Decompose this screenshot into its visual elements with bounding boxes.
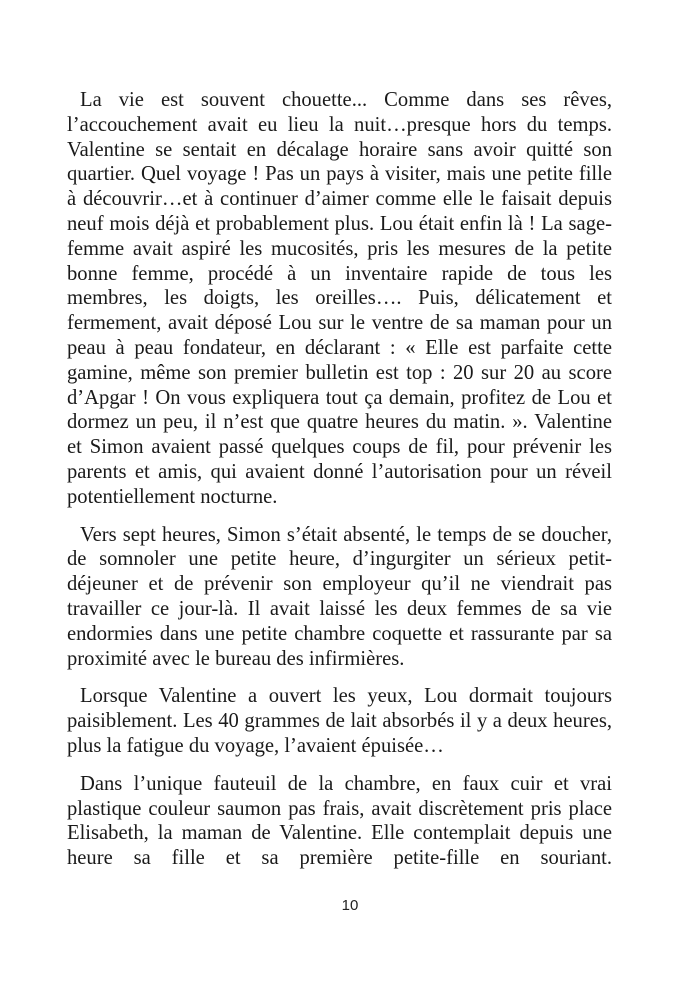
page-number: 10 [341,897,359,914]
paragraph-birth: La vie est souvent chouette... Comme dans ses rêves, l’accouchement avait eu lieu la nuit…presque hors du temps. Valentine se sentait en décalage horaire sans avoir quitté son quartier. Quel voyage ! Pas un pays à visiter, mais une petite fille à découvrir…et à continuer d’aimer comme elle le faisait depuis neuf mois déjà et probablement plus. Lou était enfin là ! La sage-femme avait aspiré les mucosités, pris les mesures de la petite bonne femme, procédé à un inventaire rapide de tous les membres, les doigts, les oreilles…. Puis, délicatement et fermement, avait déposé Lou sur le ventre de sa maman pour un peau à peau fondateur, en déclarant : « Elle est parfaite cette gamine, même son premier bulletin est top : 20 sur 20 au score d’Apgar ! On vous expliquera tout ça demain, profitez de Lou et dormez un peu, il n’est que quatre heures du matin. ». Valentine et Simon avaient passé quelques coups de fil, pour prévenir les parents et amis, qui avaient donné l’autorisation pour un réveil potentiellement nocturne. [67,89,612,508]
page-body [67,88,612,884]
paragraph-elisabeth: Dans l’unique fauteuil de la chambre, en faux cuir et vrai plastique couleur saumon pas frais, avait discrètement pris place Elisabeth, la maman de Valentine. Elle contemplait depuis une heure sa fille et sa première petite-fille en souriant. [67,772,612,870]
paragraph-simon-absent: Vers sept heures, Simon s’était absenté, le temps de se doucher, de somnoler une petite heure, d’ingurgiter un sérieux petit-déjeuner et de prévenir son employeur qu’il ne viendrait pas travailler ce jour-là. Il avait laissé les deux femmes de sa vie endormies dans une petite chambre coquette et rassurante par sa proximité avec le bureau des infirmières. [67,523,612,670]
paragraph-valentine-wakes: Lorsque Valentine a ouvert les yeux, Lou dormait toujours paisiblement. Les 40 grammes de lait absorbés il y a deux heures, plus la fatigue du voyage, l’avaient épuisée… [67,685,612,757]
